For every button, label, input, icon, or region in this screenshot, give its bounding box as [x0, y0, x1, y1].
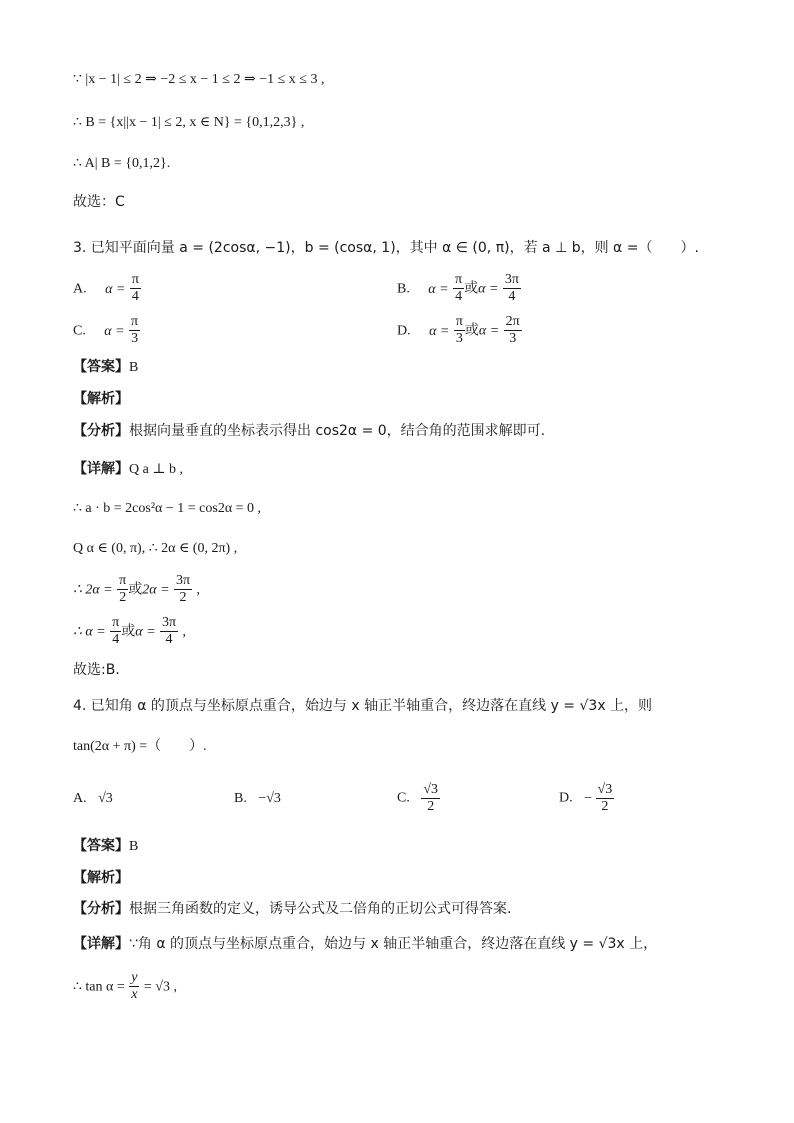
- q4-analysis-heading: 【解析】: [73, 870, 129, 886]
- q4-answer: [73, 836, 138, 857]
- q4-step2-fraction: $\frac{y}{x}$: [131, 970, 138, 1002]
- q4-xiangjie-tag: 【详解】: [73, 936, 129, 952]
- q3-option-b-fraction-1: $\frac{\pi}{4}$: [455, 272, 463, 304]
- q3-option-c: [73, 314, 140, 347]
- question-4-text-line-1: 4. 已知角 α 的顶点与坐标原点重合，始边与 x 轴正半轴重合，终边落在直线 y = √3x 上，则: [73, 698, 653, 714]
- solution-choose-c: 故选：C: [73, 194, 125, 210]
- q4-option-d-sign: −: [584, 790, 593, 806]
- q3-step4-pre: ∴ 2α =: [73, 582, 113, 598]
- q3-detail-line-5: [73, 615, 186, 648]
- q4-fenxi-text: 根据三角函数的定义，诱导公式及二倍角的正切公式可得答案.: [129, 901, 512, 917]
- q4-option-b-label: B.: [234, 791, 247, 806]
- q4-fenxi: [73, 899, 511, 919]
- q3-option-a-fraction: $\frac{\pi}{4}$: [131, 272, 139, 304]
- q3-answer-value: B: [129, 360, 139, 375]
- q3-step5-fraction-1: $\frac{\pi}{4}$: [112, 615, 120, 647]
- q3-fenxi: [73, 421, 545, 441]
- q3-detail-line-1: Q a ⊥ b ,: [129, 462, 183, 477]
- q3-option-a-lhs: α =: [105, 281, 126, 297]
- q3-option-d-fraction-2: $\frac{2\pi}{3}$: [505, 314, 520, 346]
- q4-answer-value: B: [129, 839, 139, 854]
- q3-step5-mid: α =: [135, 624, 156, 640]
- q3-option-c-lhs: α =: [104, 323, 125, 339]
- solution-line-set-b: ∴ B = {x||x − 1| ≤ 2, x ∈ N} = {0,1,2,3} ,: [73, 115, 305, 130]
- q4-detail-line-2: [73, 970, 177, 1003]
- q4-detail-line-1: ∵角 α 的顶点与坐标原点重合，始边与 x 轴正半轴重合，终边落在直线 y = √3x 上，: [129, 936, 658, 952]
- q3-option-d-or: 或: [464, 322, 479, 339]
- q4-option-c: [397, 782, 440, 815]
- q4-option-a-label: A.: [73, 791, 87, 806]
- q3-fenxi-text: 根据向量垂直的坐标表示得出 cos2α = 0，结合角的范围求解即可.: [129, 423, 546, 439]
- q3-step4-fraction-1: $\frac{\pi}{2}$: [119, 573, 127, 605]
- q4-option-a: [73, 789, 113, 809]
- solution-line-intersection: ∴ A| B = {0,1,2}.: [73, 156, 171, 171]
- question-4-text-line-2: tan(2α + π) =（ ）.: [73, 739, 207, 754]
- q3-step4-or: 或: [128, 581, 143, 598]
- q3-option-b-fraction-2: $\frac{3\pi}{4}$: [504, 272, 519, 304]
- q3-step5-pre: ∴ α =: [73, 624, 106, 640]
- question-3-text: 3. 已知平面向量 a = (2cosα, −1)，b = (cosα, 1)，其中 α ∈ (0, π)，若 a ⊥ b，则 α =（ ）.: [73, 240, 699, 256]
- q3-option-b: [397, 272, 521, 305]
- q3-option-b-label: B.: [397, 281, 410, 297]
- q4-xiangjie: [73, 934, 657, 954]
- q3-answer: [73, 357, 138, 378]
- q3-option-d-lhs: α =: [429, 323, 450, 339]
- q3-step4-end: ,: [196, 582, 201, 598]
- q3-step4-fraction-2: $\frac{3\pi}{2}$: [175, 573, 191, 605]
- q4-fenxi-tag: 【分析】: [73, 901, 129, 917]
- q4-step2-post: = √3 ,: [143, 979, 177, 995]
- q3-detail-line-2: ∴ a · b = 2cos²α − 1 = cos2α = 0 ,: [73, 501, 262, 516]
- q3-fenxi-tag: 【分析】: [73, 423, 129, 439]
- q3-option-b-mid: α =: [478, 281, 499, 297]
- q3-answer-tag: 【答案】: [73, 359, 129, 375]
- q3-step5-fraction-2: $\frac{3\pi}{4}$: [161, 615, 177, 647]
- q3-detail-line-4: [73, 573, 200, 606]
- q3-analysis-heading: 【解析】: [73, 391, 129, 407]
- q3-detail-line-3: Q α ∈ (0, π), ∴ 2α ∈ (0, 2π) ,: [73, 541, 238, 556]
- q3-step4-mid: 2α =: [142, 582, 170, 598]
- q3-option-b-lhs: α =: [428, 281, 449, 297]
- q3-xiangjie: [73, 459, 183, 480]
- q4-option-d-label: D.: [559, 790, 573, 806]
- q3-option-c-label: C.: [73, 323, 86, 339]
- q4-step2-pre: ∴ tan α =: [73, 979, 125, 995]
- q4-answer-tag: 【答案】: [73, 838, 129, 854]
- q3-option-d-mid: α =: [478, 323, 500, 339]
- q3-option-b-or: 或: [464, 280, 479, 297]
- q3-choose-b: 故选:B.: [73, 662, 120, 678]
- q3-option-a: [73, 272, 141, 305]
- q3-xiangjie-tag: 【详解】: [73, 461, 129, 477]
- q4-option-a-value: √3: [98, 791, 113, 806]
- q4-option-d: [559, 782, 614, 815]
- q3-option-c-fraction: $\frac{\pi}{3}$: [131, 314, 139, 346]
- q4-option-c-label: C.: [397, 790, 410, 806]
- solution-line-abs-inequality: ∵ |x − 1| ≤ 2 ⇒ −2 ≤ x − 1 ≤ 2 ⇒ −1 ≤ x ≤ 3 ,: [73, 72, 325, 87]
- q4-option-b-value: −√3: [258, 791, 281, 806]
- q3-option-d-fraction-1: $\frac{\pi}{3}$: [455, 314, 463, 346]
- q3-step5-or: 或: [121, 623, 136, 640]
- q3-step5-end: ,: [182, 624, 187, 640]
- q4-option-c-fraction: $\frac{√3}{2}$: [423, 782, 439, 814]
- q3-option-a-label: A.: [73, 281, 87, 297]
- q3-option-d: [397, 314, 522, 347]
- q4-option-d-fraction: $\frac{√3}{2}$: [597, 782, 613, 814]
- q4-option-b: [234, 789, 281, 809]
- q3-option-d-label: D.: [397, 323, 411, 339]
